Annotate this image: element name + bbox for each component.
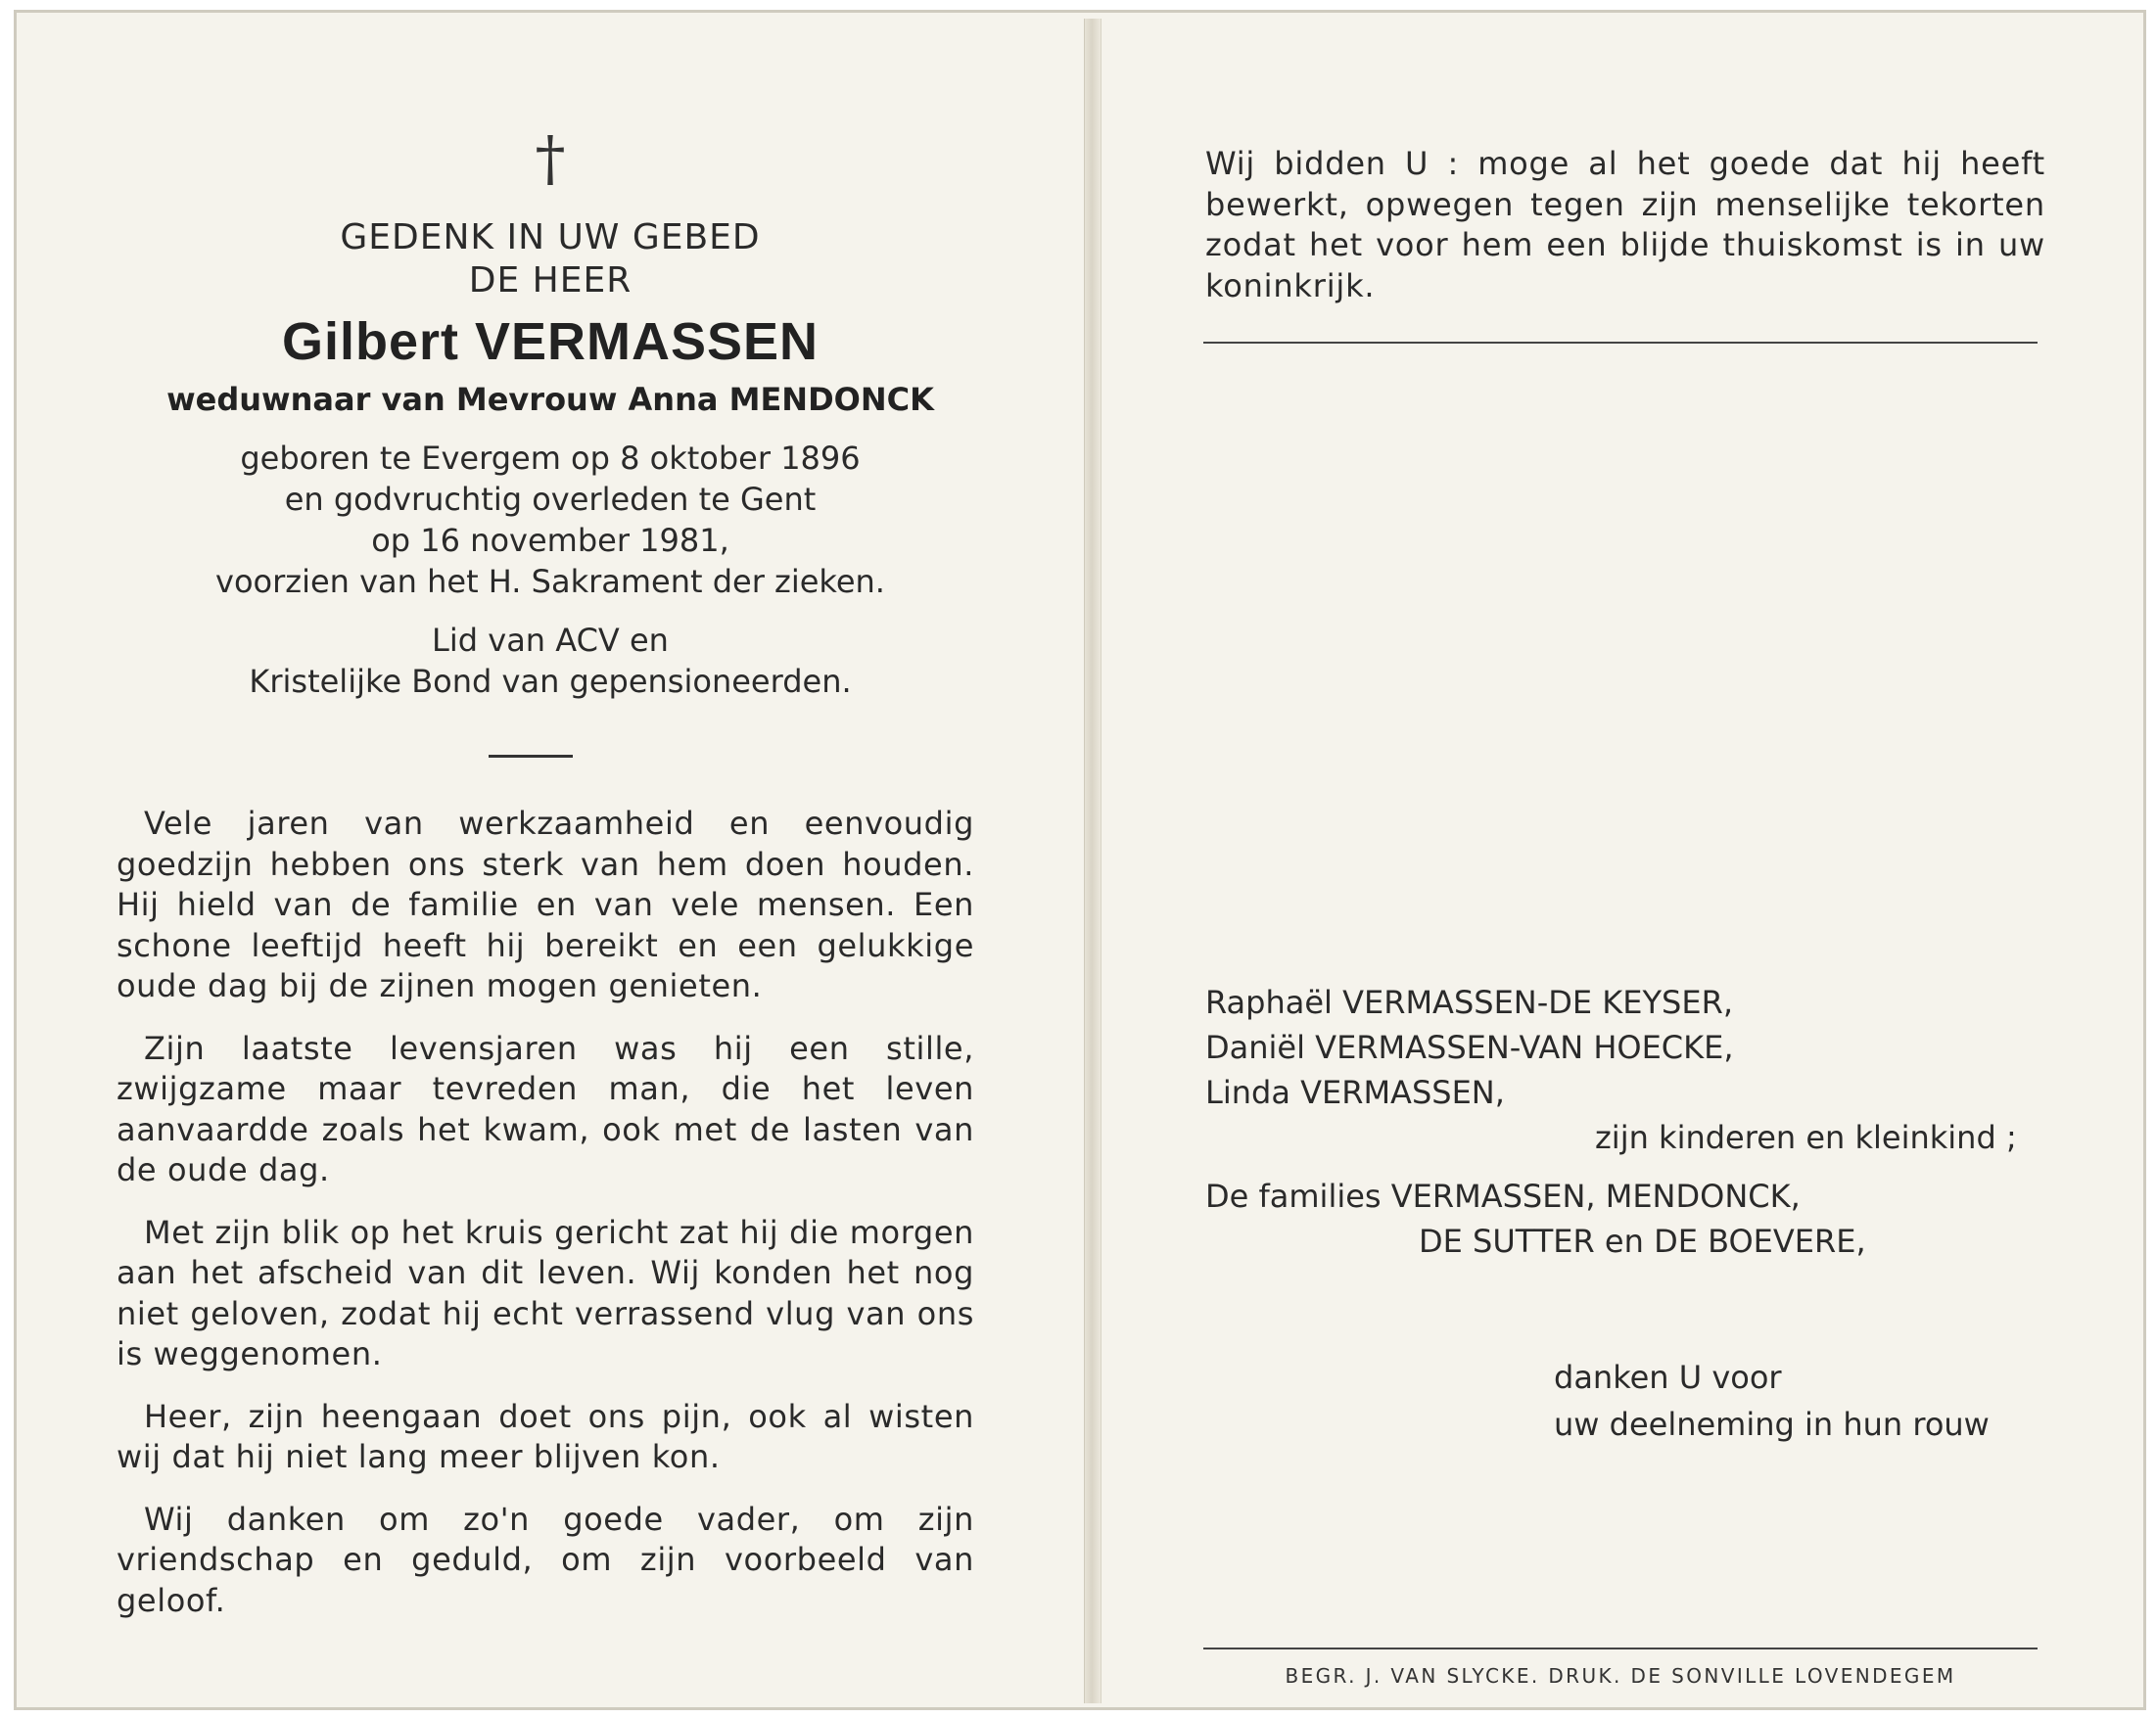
membership-line: Lid van ACV en: [432, 622, 669, 659]
thanks: [1554, 1354, 1990, 1448]
child-name: Linda VERMASSEN,: [1205, 1074, 1505, 1111]
divider: [489, 755, 573, 758]
child-name: Raphaël VERMASSEN-DE KEYSER,: [1205, 984, 1733, 1021]
sacrament-line: voorzien van het H. Sakrament der zieken.: [215, 563, 885, 600]
thanks-line: uw deelneming in hun rouw: [1554, 1406, 1990, 1443]
cross-icon: †: [535, 122, 566, 194]
deceased-name: Gilbert VERMASSEN: [281, 312, 820, 371]
life-dates: [17, 438, 1084, 602]
eulogy-paragraph: Met zijn blik op het kruis gericht zat hij die morgen aan het afscheid van dit leven. Wij konden het nog niet geloven, zodat hij echt verrassend vlug van ons is weggenomen.: [117, 1213, 974, 1372]
right-panel: [1100, 13, 2143, 1707]
widower-line: weduwnaar van Mevrouw Anna MENDONCK: [166, 381, 934, 418]
thanks-line: danken U voor: [1554, 1359, 1782, 1396]
death-line: en godvruchtig overleden te Gent: [284, 481, 817, 518]
title-heading: DE HEER: [468, 260, 633, 301]
children-role: zijn kinderen en kleinkind ;: [1595, 1119, 2017, 1156]
membership: [17, 620, 1084, 702]
membership-line: Kristelijke Bond van gepensioneerden.: [249, 663, 852, 700]
eulogy: [117, 804, 974, 1643]
left-panel: [17, 13, 1084, 1707]
printer-credit: BEGR. J. VAN SLYCKE. DRUK. DE SONVILLE LOVENDEGEM: [1285, 1664, 1956, 1688]
family-list: [1205, 980, 2067, 1264]
remembrance-heading: GEDENK IN UW GEBED: [340, 217, 761, 257]
prayer-text: Wij bidden U : moge al het goede dat hij heeft bewerkt, opwegen tegen zijn menselijke tekorten zodat het voor hem een blijde thuiskomst is in uw koninkrijk.: [1205, 145, 2045, 304]
divider: [1203, 1648, 2038, 1649]
memorial-card: [14, 10, 2146, 1710]
death-date-line: op 16 november 1981,: [371, 522, 729, 559]
child-name: Daniël VERMASSEN-VAN HOECKE,: [1205, 1029, 1734, 1066]
eulogy-paragraph: Zijn laatste levensjaren was hij een stille, zwijgzame maar tevreden man, die het leven aanvaardde zoals het kwam, ook met de lasten van de oude dag.: [117, 1029, 974, 1188]
divider: [1203, 342, 2038, 344]
families-line: De families VERMASSEN, MENDONCK,: [1205, 1178, 1801, 1215]
eulogy-paragraph: Vele jaren van werkzaamheid en eenvoudig goedzijn hebben ons sterk van hem doen houden. Hij hield van de familie en van vele mensen. Een schone leeftijd heeft hij bereikt en een gelukkige oude dag bij de zijnen mogen genieten.: [117, 805, 974, 1004]
eulogy-paragraph: Wij danken om zo'n goede vader, om zijn vriendschap en geduld, om zijn voorbeeld van geloof.: [117, 1500, 974, 1619]
eulogy-paragraph: Heer, zijn heengaan doet ons pijn, ook al wisten wij dat hij niet lang meer blijven kon.: [117, 1397, 974, 1475]
families-line: DE SUTTER en DE BOEVERE,: [1419, 1223, 1866, 1260]
birth-line: geboren te Evergem op 8 oktober 1896: [240, 440, 861, 477]
